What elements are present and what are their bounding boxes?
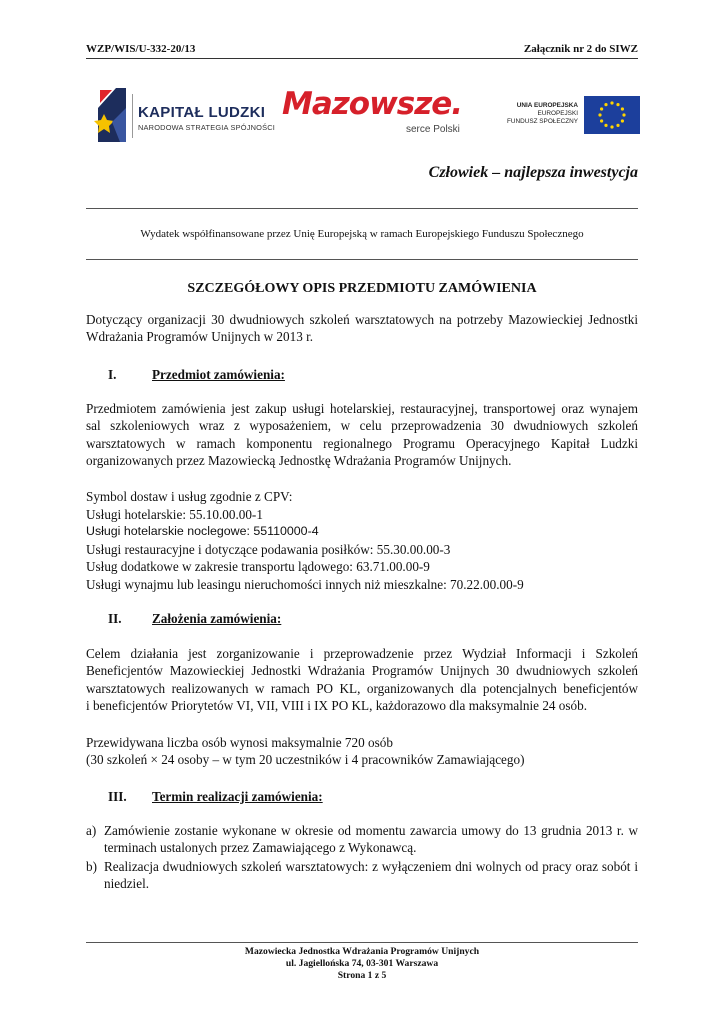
paragraph-line: warsztatowych w ramach komponentu regionalnego Programu Operacyjnego Kapitał Ludzki: [86, 435, 638, 451]
divider-bottom: [86, 259, 638, 260]
paragraph-line: Przedmiotem zamówienia jest zakup usługi hotelarskiej, restauracyjnej, transportowej oraz wynajem: [86, 401, 638, 416]
kapital-ludzki-title: KAPITAŁ LUDZKI: [138, 104, 266, 121]
slogan: Człowiek – najlepsza inwestycja: [428, 164, 638, 181]
eu-text: [496, 102, 578, 126]
intro-paragraph: [86, 311, 638, 346]
cpv-heading: Symbol dostaw i usług zgodnie z CPV:: [86, 489, 293, 504]
paragraph-line: i beneficjentów Priorytetów VI, VII, VIII i IX PO KL, każdorazowo dla maksymalnie 24 osób.: [86, 698, 588, 714]
cofinancing-note: Wydatek współfinansowane przez Unię Europejską w ramach Europejskiego Funduszu Społecznego: [140, 228, 584, 240]
cpv-item: Usługi wynajmu lub leasingu nieruchomości innych niż mieszkalne: 70.22.00.00-9: [86, 576, 524, 592]
section-number: I.: [108, 367, 117, 382]
cpv-item: Usług dodatkowe w zakresie transportu lądowego: 63.71.00.00-9: [86, 559, 430, 574]
page-footer: [86, 946, 638, 982]
footer-address: ul. Jagiellońska 74, 03-301 Warszawa: [285, 958, 439, 969]
eu-line-2: EUROPEJSKI: [537, 110, 578, 117]
list-marker: a): [86, 823, 97, 838]
list-item-text: Zamówienie zostanie wykonane w okresie od momentu zawarcia umowy do 13 grudnia 2013 r. w terminach ustalonych przez Zamawiającego z Wykonawcą.: [104, 823, 638, 856]
document-title: SZCZEGÓŁOWY OPIS PRZEDMIOTU ZAMÓWIENIA: [187, 281, 537, 296]
page-number: Strona 1 z 5: [337, 970, 387, 981]
eu-flag-icon: [584, 96, 640, 134]
kapital-ludzki-logo: [90, 86, 300, 144]
eu-line-1: UNIA EUROPEJSKA: [516, 102, 578, 109]
count-line: (30 szkoleń × 24 osoby – w tym 20 uczestników i 4 pracowników Zamawiającego): [86, 752, 525, 768]
kapital-ludzki-subtitle: NARODOWA STRATEGIA SPÓJNOŚCI: [138, 123, 276, 132]
section-1-paragraph: [86, 400, 638, 470]
section-1-heading: [108, 367, 285, 383]
intro-line: Wdrażania Programów Unijnych w 2013 r.: [86, 329, 314, 345]
participant-count: [86, 734, 638, 769]
list-item: [86, 822, 638, 857]
logo-divider: [132, 94, 133, 138]
section-title: Założenia zamówienia:: [152, 611, 282, 626]
list-item-text: Realizacja dwudniowych szkoleń warsztatowych: z wyłączeniem dni wolnych od pracy oraz sobót i niedziel.: [104, 858, 638, 892]
divider-top: [86, 208, 638, 209]
paragraph-line: warsztatowych realizowanych w ramach PO KL, organizowanych dla potencjalnych beneficjentów: [86, 680, 638, 696]
cpv-item: Usługi hotelarskie: 55.10.00.00-1: [86, 506, 263, 522]
logo-bar: [86, 86, 638, 146]
section-3-heading: [108, 789, 323, 805]
section-2-heading: [108, 611, 281, 627]
list-item: [86, 858, 638, 893]
paragraph-line: Beneficjentów Mazowieckiej Jednostki Wdrażania Programów Unijnych 30 dwudniowych szkoleń: [86, 663, 638, 679]
deadline-list: [86, 822, 638, 893]
mazowsze-subtitle: serce Polski: [406, 124, 460, 135]
section-number: III.: [108, 789, 127, 804]
kapital-ludzki-emblem-icon: [90, 86, 130, 144]
reference-number: WZP/WIS/U-332-20/13: [86, 43, 196, 55]
list-marker: b): [86, 858, 97, 874]
page-header: [86, 42, 638, 59]
footer-divider: [86, 942, 638, 943]
eu-line-3: FUNDUSZ SPOŁECZNY: [506, 118, 578, 125]
section-title: Przedmiot zamówienia:: [152, 367, 285, 382]
footer-org: Mazowiecka Jednostka Wdrażania Programów Unijnych: [244, 946, 480, 957]
cpv-item: Usługi restauracyjne i dotyczące podawania posiłków: 55.30.00.00-3: [86, 541, 451, 557]
paragraph-line: organizowanych przez Mazowiecką Jednostkę Wdrażania Programów Unijnych.: [86, 453, 512, 469]
section-number: II.: [108, 611, 122, 626]
intro-line: Dotyczący organizacji 30 dwudniowych szkoleń warsztatowych na potrzeby Mazowieckiej Jednostki: [86, 312, 638, 327]
eu-logo: [496, 94, 640, 138]
section-2-paragraph: [86, 645, 638, 715]
count-line: Przewidywana liczba osób wynosi maksymalnie 720 osób: [86, 735, 393, 750]
attachment-label: Załącznik nr 2 do SIWZ: [523, 43, 638, 55]
paragraph-line: Celem działania jest zorganizowanie i przeprowadzenie przez Wydział Informacji i Szkoleń: [86, 646, 638, 661]
cpv-list: [86, 488, 524, 593]
paragraph-line: sal szkoleniowych wraz z wyposażeniem, w celu przeprowadzenia 30 dwudniowych szkoleń: [86, 418, 638, 434]
cpv-item: Usługi hotelarskie noclegowe: 55110000-4: [86, 524, 319, 538]
mazowsze-wordmark: Mazowsze.: [282, 86, 463, 122]
section-title: Termin realizacji zamówienia:: [152, 789, 323, 804]
mazowsze-logo: [282, 86, 472, 144]
